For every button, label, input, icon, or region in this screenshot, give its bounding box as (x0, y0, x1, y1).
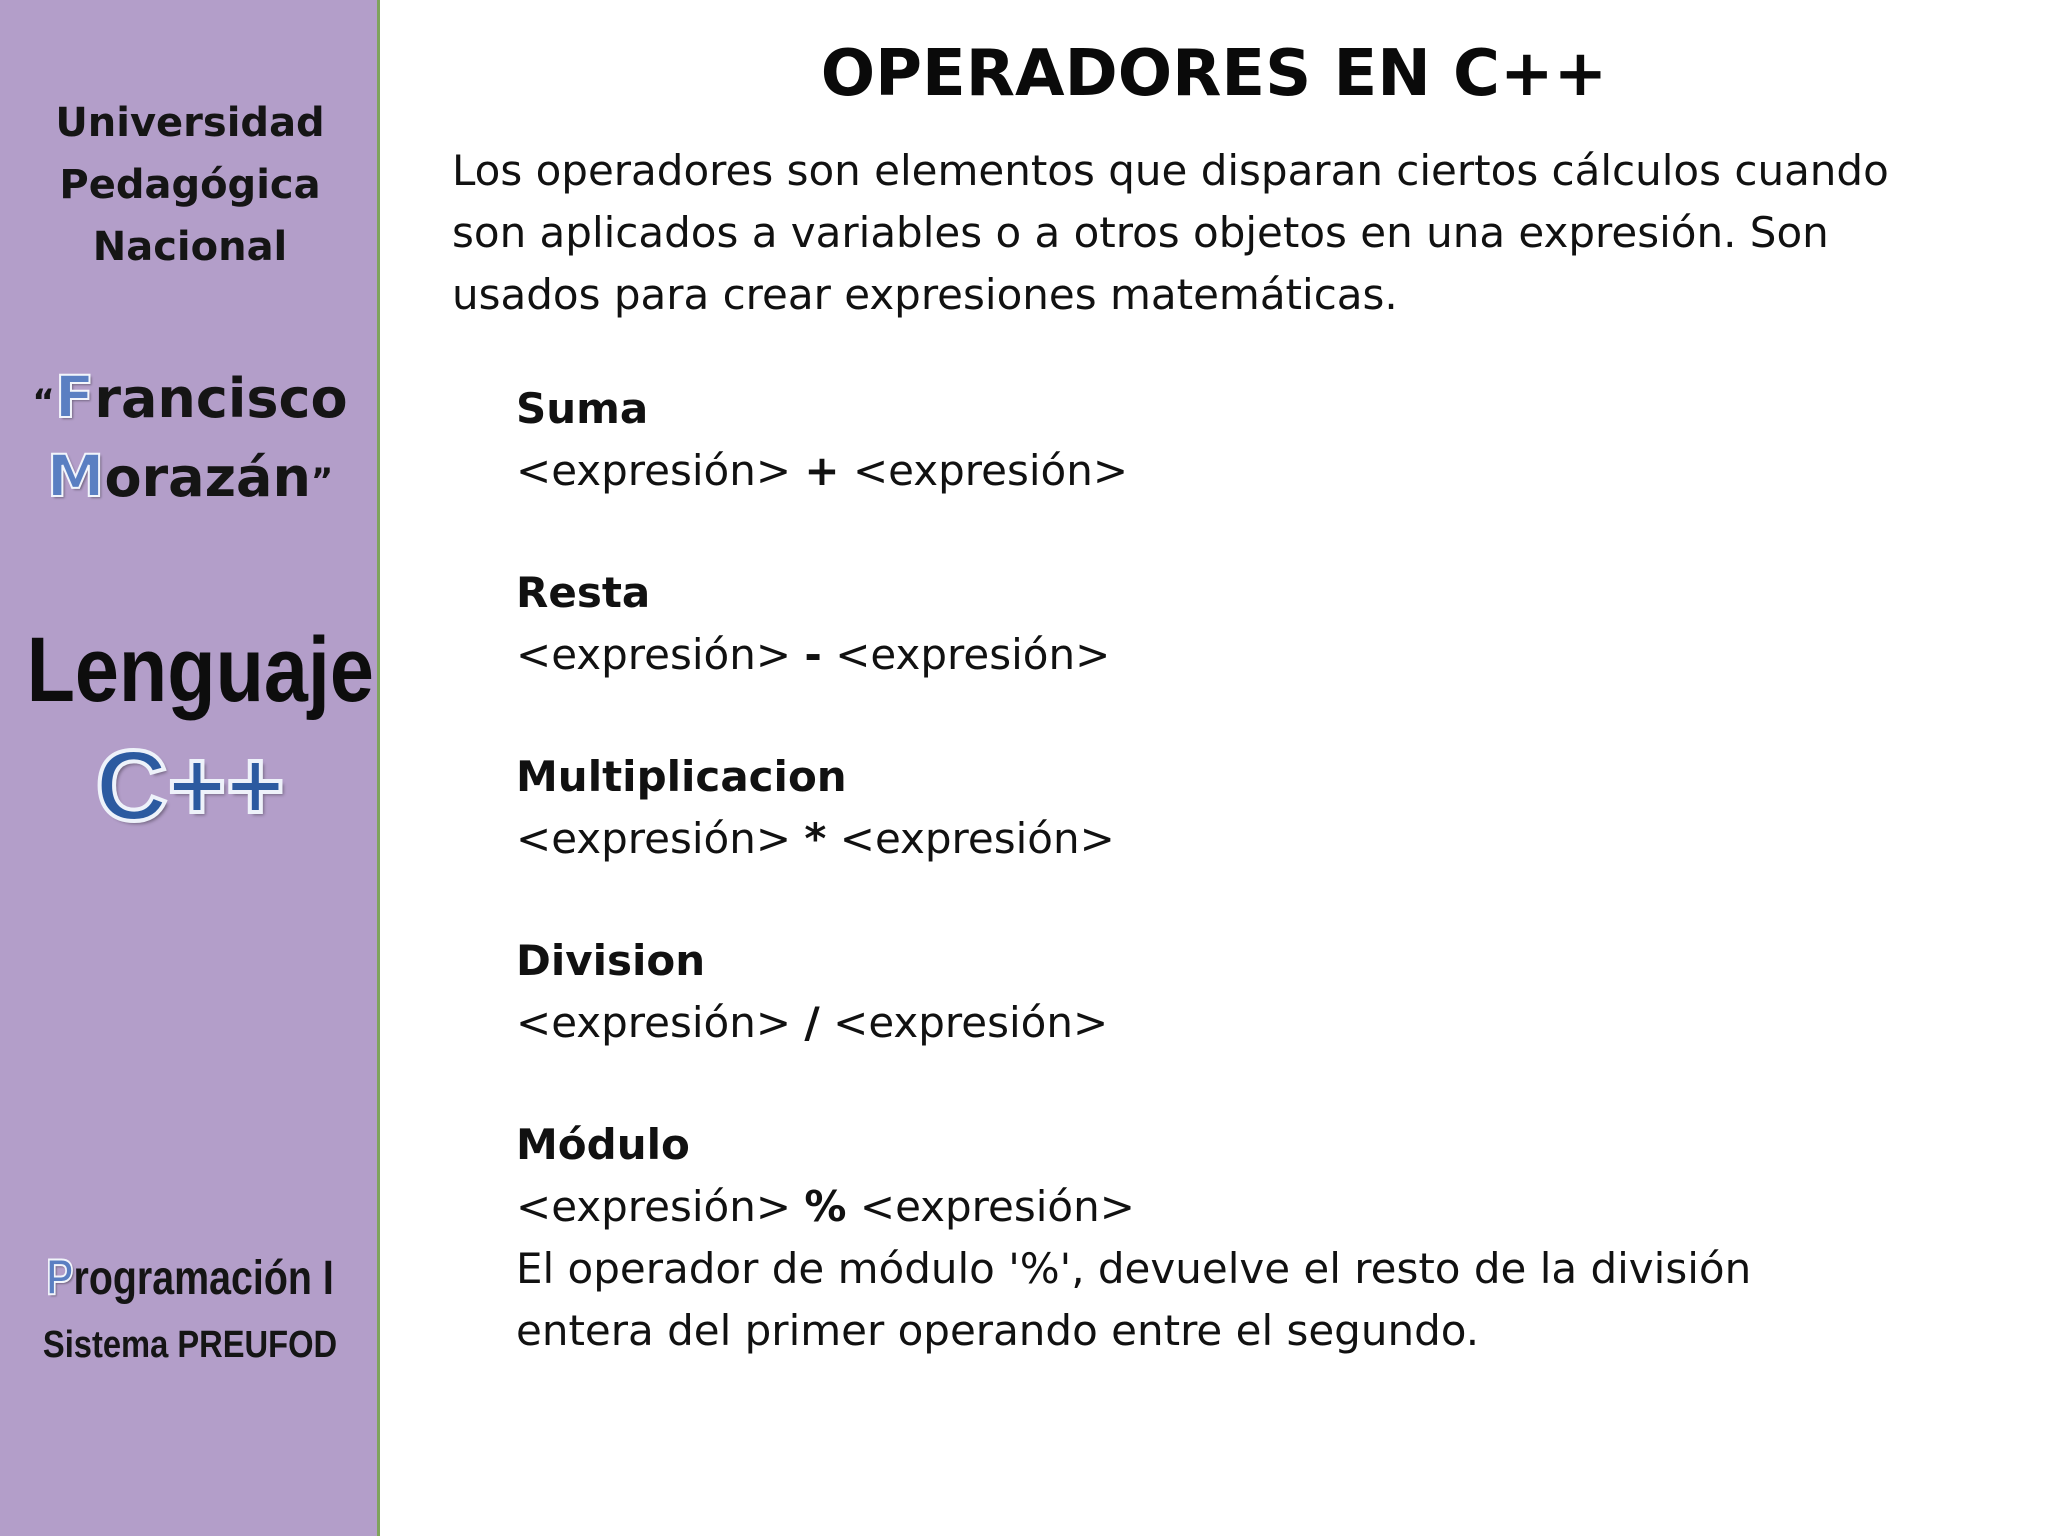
operator-syntax (516, 992, 1996, 1054)
operand-left: <expresión> (516, 998, 792, 1047)
person-name (0, 360, 380, 518)
last-initial: M (46, 442, 105, 510)
course-name (34, 1248, 346, 1308)
course-rest: rogramación I (73, 1252, 334, 1305)
university-line: Nacional (92, 224, 288, 270)
open-quote: “ (32, 382, 55, 422)
operator-item (516, 746, 1996, 870)
operator-symbol: % (804, 1182, 847, 1231)
language-label: Lenguaje (26, 619, 374, 721)
operand-left: <expresión> (516, 446, 792, 495)
operand-right: <expresión> (852, 446, 1129, 495)
operator-item (516, 378, 1996, 502)
operator-name: Suma (516, 384, 649, 433)
operator-syntax (516, 1176, 1996, 1238)
operand-right: <expresión> (835, 630, 1111, 679)
first-rest: rancisco (94, 367, 348, 430)
operator-symbol: * (804, 814, 827, 863)
operators-list (516, 378, 1996, 1422)
operator-symbol: + (804, 446, 840, 495)
page-title: OPERADORES EN C++ (820, 37, 1608, 111)
operand-left: <expresión> (516, 814, 792, 863)
system-name: Sistema PREUFOD (42, 1324, 338, 1366)
sidebar (0, 0, 380, 1536)
operator-item (516, 1114, 1996, 1362)
operator-description: El operador de módulo '%', devuelve el resto de la división entera del primer operando entre el segundo. (516, 1244, 1752, 1355)
operator-name: Resta (516, 568, 651, 617)
close-quote: ” (310, 461, 334, 501)
operand-left: <expresión> (516, 630, 792, 679)
operand-left: <expresión> (516, 1182, 792, 1231)
first-initial: F (54, 363, 95, 431)
operator-item (516, 562, 1996, 686)
person-last-line (0, 439, 380, 518)
operator-syntax (516, 440, 1996, 502)
intro-paragraph: Los operadores son elementos que disparan ciertos cálculos cuando son aplicados a variables o a otros objetos en una expresión. Son usados para crear expresiones matemáticas. (452, 146, 1889, 319)
university-line: Universidad (55, 100, 325, 146)
operator-symbol: / (804, 998, 820, 1047)
last-rest: orazán (104, 446, 311, 509)
operator-item (516, 930, 1996, 1054)
university-line: Pedagógica (59, 162, 321, 208)
operator-symbol: - (804, 630, 822, 679)
operator-syntax (516, 624, 1996, 686)
operand-right: <expresión> (859, 1182, 1135, 1231)
operand-right: <expresión> (839, 814, 1115, 863)
operand-right: <expresión> (833, 998, 1109, 1047)
operator-syntax (516, 808, 1996, 870)
person-first-line (0, 360, 380, 439)
course-initial: P (46, 1249, 74, 1305)
university-name (0, 92, 380, 278)
operator-name: Módulo (516, 1120, 690, 1169)
operator-name: Division (516, 936, 706, 985)
language-name: C++ (95, 730, 285, 842)
operator-name: Multiplicacion (516, 752, 847, 801)
